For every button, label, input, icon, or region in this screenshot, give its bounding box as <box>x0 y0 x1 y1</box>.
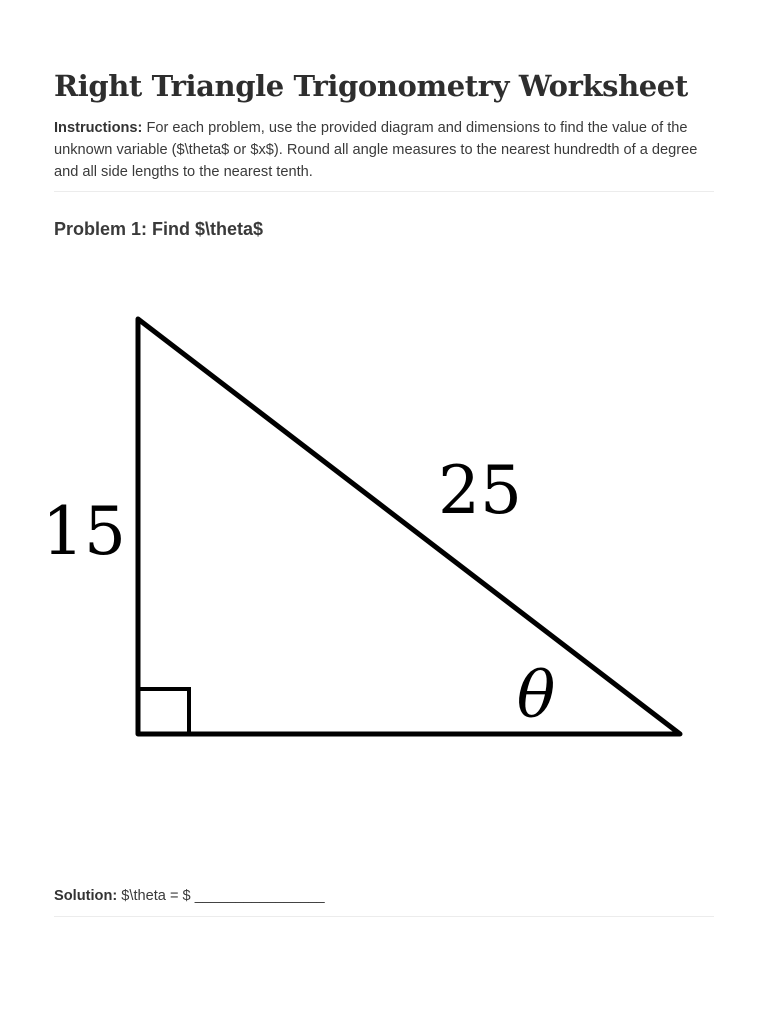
angle-label: θ <box>516 659 556 733</box>
solution-label: Solution: <box>54 888 118 904</box>
divider <box>54 191 714 192</box>
vertical-leg-label: 15 <box>42 493 126 570</box>
problem-heading: Problem 1: Find $\theta$ <box>54 219 264 239</box>
right-angle-marker <box>140 689 189 732</box>
instructions-label: Instructions: <box>54 120 143 136</box>
worksheet-page <box>42 0 714 1024</box>
instructions-text: For each problem, use the provided diagram and dimensions to find the value of the unknown variable ($\theta$ or $x$). Round all angle measures to the nearest hundredth of a degree and all side lengths to the nearest tenth. <box>54 120 698 180</box>
divider <box>54 916 714 917</box>
solution-answer-blank: $\theta = $ ________________ <box>121 888 325 904</box>
solution-line <box>54 885 325 907</box>
right-triangle <box>138 319 680 734</box>
hypotenuse-label: 25 <box>438 452 522 529</box>
instructions <box>54 117 716 183</box>
worksheet-title: Right Triangle Trigonometry Worksheet <box>54 69 688 103</box>
